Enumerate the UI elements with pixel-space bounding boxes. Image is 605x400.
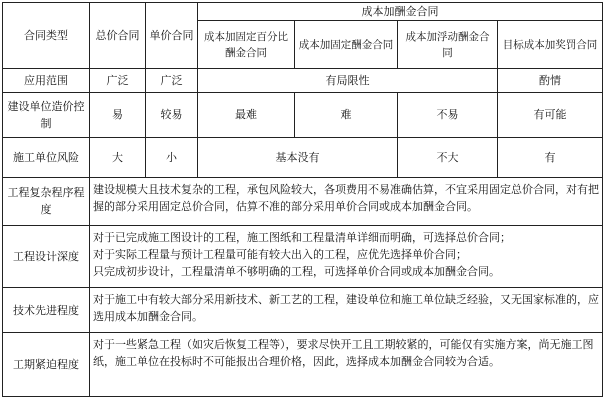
cell-control-c1: 最难 — [198, 92, 295, 137]
cell-risk-total: 大 — [90, 138, 146, 178]
header-total-price: 总价合同 — [90, 3, 146, 69]
cell-control-c4: 有可能 — [498, 92, 603, 137]
note-label-complexity: 工程复杂程序程度 — [3, 178, 90, 225]
cell-risk-c12: 基本没有 — [198, 138, 398, 178]
cell-risk-unit: 小 — [146, 138, 198, 178]
cell-control-unit: 较易 — [146, 92, 198, 137]
note-text-design-depth — [90, 225, 603, 287]
note-row-tech — [3, 288, 603, 333]
note-line: 只完成初步设计，工程量清单不够明确的工程，可选择单价合同或成本加酬金合同。 — [93, 264, 500, 278]
note-label-schedule: 工期紧迫程度 — [3, 333, 90, 397]
cell-scope-cost-plus: 有局限性 — [198, 69, 498, 92]
cell-scope-unit: 广泛 — [146, 69, 198, 92]
header-cost-plus-percent: 成本加固定百分比酬金合同 — [198, 21, 295, 69]
cell-risk-c3: 不大 — [398, 138, 498, 178]
note-line: 对于已完成施工图设计的工程，施工图纸和工程量清单详细而明确，可选择总价合同； — [93, 230, 511, 244]
note-text-tech — [90, 288, 603, 333]
row-label-scope: 应用范围 — [3, 69, 90, 92]
header-cost-plus-fixed: 成本加固定酬金合同 — [295, 21, 398, 69]
header-row — [3, 3, 603, 21]
contract-comparison-table — [2, 2, 603, 397]
row-scope — [3, 69, 603, 92]
header-target-cost: 目标成本加奖罚合同 — [498, 21, 603, 69]
note-row-complexity — [3, 178, 603, 225]
header-unit-price: 单价合同 — [146, 3, 198, 69]
note-row-design-depth — [3, 225, 603, 287]
cell-control-total: 易 — [90, 92, 146, 137]
note-text-schedule — [90, 333, 603, 397]
cell-control-c2: 难 — [295, 92, 398, 137]
note-text-complexity — [90, 178, 603, 225]
note-line: 对于实际工程量与预计工程量可能有较大出入的工程，应优先选择单价合同； — [93, 247, 467, 261]
note-row-schedule — [3, 333, 603, 397]
note-line: 对于一些紧急工程（如灾后恢复工程等），要求尽快开工且工期较紧的，可能仅有实施方案，尚无施工图纸，施工单位在投标时不可能报出合理价格，因此，选择成本加酬金合同较为合适。 — [93, 338, 594, 369]
row-label-risk: 施工单位风险 — [3, 138, 90, 178]
cell-scope-total: 广泛 — [90, 69, 146, 92]
header-contract-type: 合同类型 — [3, 3, 90, 69]
row-label-control: 建设单位造价控制 — [3, 92, 90, 137]
note-line: 对于施工中有较大部分采用新技术、新工艺的工程，建设单位和施工单位缺乏经验，又无国家标准的，应选用成本加酬金合同。 — [93, 293, 599, 324]
note-label-design-depth: 工程设计深度 — [3, 225, 90, 287]
header-cost-plus-group: 成本加酬金合同 — [198, 3, 603, 21]
row-control — [3, 92, 603, 137]
header-cost-plus-floating: 成本加浮动酬金合同 — [398, 21, 498, 69]
cell-scope-target: 酌情 — [498, 69, 603, 92]
cell-control-c3: 不易 — [398, 92, 498, 137]
note-line: 建设规模大且技术复杂的工程，承包风险较大，各项费用不易准确估算，不宜采用固定总价合同，对有把握的部分采用固定总价合同，估算不准的部分采用单价合同或成本加酬金合同。 — [93, 183, 599, 214]
note-label-tech: 技术先进程度 — [3, 288, 90, 333]
cell-risk-c4: 有 — [498, 138, 603, 178]
row-risk — [3, 138, 603, 178]
